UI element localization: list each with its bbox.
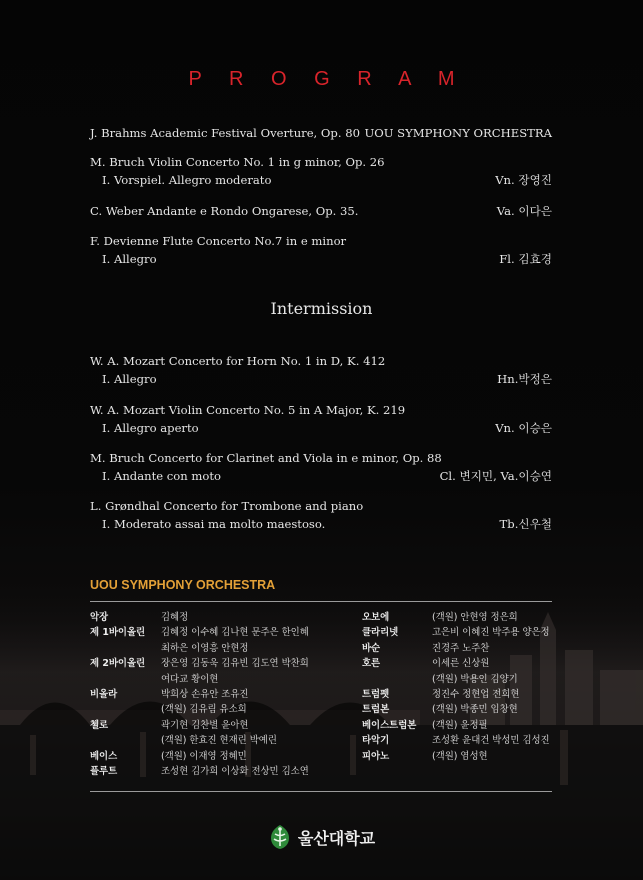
page-title: P R O G R A M <box>188 68 466 90</box>
roster-right <box>362 610 550 764</box>
section-label <box>90 672 161 687</box>
member-names: 진경주 노주찬 <box>432 642 490 654</box>
section-label <box>90 641 161 656</box>
section-label: 베이스트럼본 <box>362 719 417 731</box>
member-names: 조성현 김가희 이상화 전상민 김소연 <box>161 765 309 777</box>
work-title: C. Weber Andante e Rondo Ongarese, Op. 35. <box>90 204 359 218</box>
work-title: M. Bruch Concerto for Clarinet and Viola in e minor, Op. 88 <box>90 451 442 465</box>
section-label: 베이스 <box>90 750 118 762</box>
section-label: 피아노 <box>362 750 390 762</box>
member-names: 곽기현 김찬별 윤아현 <box>161 719 249 731</box>
roster-row <box>362 687 550 702</box>
roster-row <box>362 610 550 625</box>
movement: I. Allegro <box>102 372 157 386</box>
work-title: W. A. Mozart Violin Concerto No. 5 in A Major, K. 219 <box>90 403 406 417</box>
intermission-heading: Intermission <box>270 299 373 318</box>
roster-row <box>90 656 309 671</box>
performer: Vn. 이승은 <box>495 421 552 435</box>
roster-row <box>90 749 309 764</box>
performer: Hn.박정은 <box>497 372 552 386</box>
roster-row <box>362 672 550 687</box>
roster-left <box>90 610 309 779</box>
roster-row <box>90 718 309 733</box>
roster-row <box>362 718 550 733</box>
section-label: 클라리넷 <box>362 627 399 639</box>
member-names: 장은영 김동욱 김유빈 김도연 박찬희 <box>161 658 309 670</box>
work-title: W. A. Mozart Concerto for Horn No. 1 in D, K. 412 <box>90 354 386 368</box>
roster-row <box>362 733 550 748</box>
divider <box>90 791 552 792</box>
section-label: 플루트 <box>90 765 118 777</box>
section-label: 악장 <box>90 612 109 623</box>
roster-row <box>90 687 309 702</box>
roster-row <box>90 625 309 640</box>
member-names: (객원) 안현영 정은희 <box>432 612 518 623</box>
program-item <box>90 449 552 485</box>
roster-row <box>90 672 309 687</box>
section-label: 트럼본 <box>362 704 390 716</box>
program-item <box>90 202 552 220</box>
section-label: 오보에 <box>362 612 390 623</box>
section-label: 제 1바이올린 <box>90 627 146 639</box>
member-names: 최하은 이영흥 안현정 <box>161 642 249 654</box>
program-item <box>90 153 552 189</box>
program-item <box>90 497 552 533</box>
member-names: (객원) 이재영 정혜민 <box>161 750 247 762</box>
university-emblem-icon <box>268 824 292 850</box>
orchestra-title: UOU SYMPHONY ORCHESTRA <box>90 578 276 592</box>
member-names: (객원) 염성현 <box>432 750 488 762</box>
movement: I. Andante con moto <box>102 469 222 483</box>
section-label <box>90 702 161 717</box>
section-label: 비올라 <box>90 688 118 700</box>
movement: I. Allegro aperto <box>102 421 199 435</box>
program-item <box>90 124 552 142</box>
roster-row <box>90 641 309 656</box>
member-names: (객원) 한효진 현재린 박예린 <box>161 735 277 747</box>
performer: Va. 이다은 <box>496 204 552 218</box>
member-names: 정진수 정현업 전희현 <box>432 688 520 700</box>
program-item <box>90 232 552 268</box>
work-title: M. Bruch Violin Concerto No. 1 in g minor, Op. 26 <box>90 155 385 169</box>
member-names: 이세른 신상원 <box>432 658 490 670</box>
section-label <box>362 672 432 687</box>
work-title: J. Brahms Academic Festival Overture, Op. 80 <box>90 126 360 140</box>
program-item <box>90 352 552 388</box>
university-name: 울산대학교 <box>297 828 376 848</box>
performer: Cl. 변지민, Va.이승연 <box>439 469 552 483</box>
movement: I. Moderato assai ma molto maestoso. <box>102 517 326 531</box>
roster-row <box>90 764 309 779</box>
member-names: 김혜정 이수혜 김나현 문주은 한인혜 <box>161 627 309 639</box>
section-label: 타악기 <box>362 735 390 747</box>
member-names: (객원) 박용인 김양기 <box>432 673 518 685</box>
section-label: 첼로 <box>90 719 109 731</box>
roster-row <box>362 625 550 640</box>
movement: I. Allegro <box>102 252 157 266</box>
roster-row <box>362 656 550 671</box>
roster-row <box>90 610 309 625</box>
roster-row <box>362 702 550 717</box>
divider <box>90 601 552 602</box>
section-label <box>90 733 161 748</box>
program-item <box>90 401 552 437</box>
member-names: 고은비 이혜진 박주용 양은정 <box>432 627 550 639</box>
member-names: (객원) 윤정필 <box>432 719 488 731</box>
member-names: 조성환 윤대건 박성민 김성진 <box>432 735 550 747</box>
roster-row <box>362 641 550 656</box>
member-names: 김혜정 <box>161 612 189 623</box>
roster-row <box>362 749 550 764</box>
section-label: 제 2바이올린 <box>90 658 146 670</box>
member-names: (객원) 박종민 임창현 <box>432 704 518 716</box>
section-label: 호른 <box>362 658 381 670</box>
section-label: 바순 <box>362 642 381 654</box>
movement: I. Vorspiel. Allegro moderato <box>102 173 272 187</box>
performer: Fl. 김효경 <box>499 252 552 266</box>
university-logo <box>0 824 643 850</box>
member-names: 여다교 황이현 <box>161 673 219 685</box>
performer: UOU SYMPHONY ORCHESTRA <box>364 126 552 140</box>
work-title: F. Devienne Flute Concerto No.7 in e minor <box>90 234 347 248</box>
roster-row <box>90 733 309 748</box>
performer: Tb.신우철 <box>499 517 552 531</box>
roster-row <box>90 702 309 717</box>
member-names: (객원) 김유림 유소희 <box>161 704 247 716</box>
member-names: 박희상 손유안 조유진 <box>161 688 249 700</box>
performer: Vn. 장영진 <box>495 173 552 187</box>
work-title: L. Grøndhal Concerto for Trombone and piano <box>90 499 364 513</box>
section-label: 트럼펫 <box>362 688 390 700</box>
